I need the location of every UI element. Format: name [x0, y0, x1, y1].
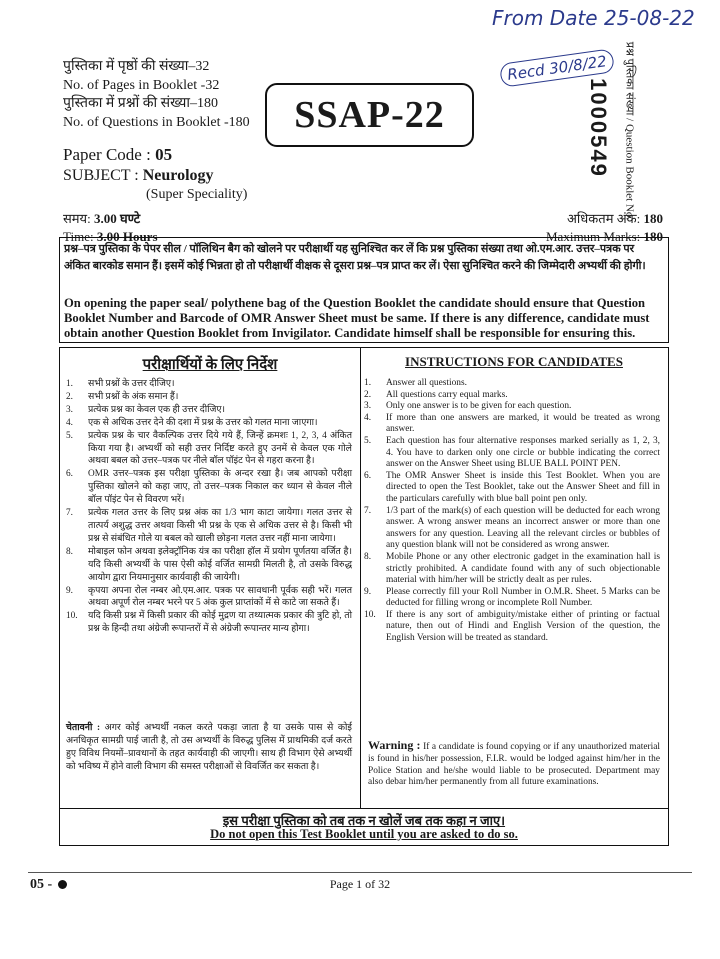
bottom-rule [60, 808, 668, 809]
instruction-item [364, 390, 660, 402]
handwritten-date-note: From Date 25-08-22 [492, 6, 695, 30]
instruction-number: 6. [364, 470, 372, 481]
instruction-number: 8. [66, 546, 73, 557]
instruction-item [364, 587, 660, 610]
instructions-box [59, 347, 669, 846]
instructions-heading-english: INSTRUCTIONS FOR CANDIDATES [405, 354, 623, 369]
instruction-number: 4. [364, 412, 372, 423]
max-marks-english: Maximum Marks: 180 [546, 229, 663, 244]
footer-rule [28, 872, 692, 873]
instruction-number: 9. [364, 586, 372, 597]
subject-subtitle: (Super Speciality) [146, 187, 248, 202]
instruction-text: OMR उत्तर–पत्रक इस परीक्षा पुस्तिका के अन्दर रखा है। जब आपको परीक्षा पुस्तिका खोलने को कहा जाए, तो उत्तर–पत्रक निकाल कर ध्यान से केवल नीले बॉल पॉइंट पेन से विवरण भरें। [88, 469, 352, 506]
instruction-text: Mobile Phone or any other electronic gadget in the examination hall is strictly prohibited. A candidate found with any of such objectionable material with him/her will be strictly dealt as per rules. [386, 551, 660, 586]
instruction-item [364, 610, 660, 645]
instruction-item [364, 436, 660, 471]
instruction-number: 3. [364, 401, 372, 412]
time-hindi: समय: 3.00 घण्टे [63, 211, 141, 226]
instruction-number: 2. [66, 391, 73, 402]
subject [63, 167, 214, 185]
max-marks-hindi: अधिकतम अंक: 180 [567, 211, 663, 226]
instruction-text: Please correctly fill your Roll Number in O.M.R. Sheet. 5 Marks can be deducted for filling wrong or incomplete Roll Number. [386, 586, 660, 609]
instruction-number: 2. [364, 389, 372, 400]
instruction-text: कृपया अपना रोल नम्बर ओ.एम.आर. पत्रक पर सावधानी पूर्वक सही भरें। गलत अथवा अपूर्ण रोल नम्बर भरने पर 5 अंक कुल प्राप्तांकों में से काटे जा सकते हैं। [88, 585, 352, 609]
paper-code [63, 145, 172, 165]
instruction-text: If there is any sort of ambiguity/mistake either of printing or factual nature, then out of Hindi and English Version of the question, the English Version will be treated as standard. [386, 609, 660, 644]
instruction-number: 9. [66, 585, 73, 596]
instruction-item [66, 430, 352, 469]
instructions-list-hindi [66, 378, 352, 636]
instruction-item [66, 404, 352, 417]
instruction-number: 5. [66, 430, 73, 441]
instruction-text: यदि किसी प्रश्न में किसी प्रकार की कोई मुद्रण या तथ्यात्मक प्रकार की त्रुटि हो, तो प्रश्न के हिन्दी तथा अंग्रेजी रूपान्तरों में से अंग्रेजी रूपान्तर मान्य होगा। [88, 611, 352, 635]
instruction-number: 10. [66, 611, 78, 622]
instructions-list-english [364, 378, 660, 645]
instruction-text: एक से अधिक उत्तर देने की दशा में प्रश्न के उत्तर को गलत माना जाएगा। [88, 417, 318, 428]
paper-code-value: 05 [155, 145, 173, 164]
instruction-text: 1/3 part of the mark(s) of each question will be deducted for each wrong answer. A wrong answer means an incorrect answer or more than one answers for any question. Leaving all the relevant circles or bubbles of any question blank will not be considered as wrong answer. [386, 505, 660, 551]
instruction-text: सभी प्रश्नों के उत्तर दीजिए। [88, 379, 175, 389]
page-number: Page 1 of 32 [329, 877, 391, 891]
time-english: Time: 3.00 Hours [63, 229, 158, 244]
instruction-item [364, 401, 660, 413]
instruction-number: 4. [66, 417, 73, 428]
subject-label: SUBJECT : [63, 167, 139, 184]
pages-english: No. of Pages in Booklet -32 [63, 77, 220, 93]
footer-code: 05 - [30, 877, 67, 893]
instruction-item [364, 413, 660, 436]
instruction-number: 5. [364, 435, 372, 446]
instruction-number: 10. [364, 609, 376, 620]
instruction-item [66, 610, 352, 636]
instruction-text: प्रत्येक प्रश्न का केवल एक ही उत्तर दीजिए। [88, 404, 226, 415]
instruction-number: 8. [364, 551, 372, 562]
instruction-item [364, 471, 660, 506]
instruction-text: The OMR Answer Sheet is inside this Test Booklet. When you are directed to open the Test Booklet, take out the Answer Sheet and fill in the particulars carefully with blue ball point pen only. [386, 470, 660, 504]
question-booklet-number-label: प्रश्न पुस्तिका संख्या / Question Booklet No. [623, 41, 636, 221]
instruction-text: प्रत्येक प्रश्न के चार वैकल्पिक उत्तर दिये गये हैं, जिन्हें क्रमशः 1, 2, 3, 4 अंकित किया गया है। अभ्यर्थी को सही उत्तर निर्दिष्ट करते हुए उनमें से केवल एक गोले अथवा बबल को उत्तर–पत्रक पर नीले बॉल पॉइंट पेन से गहरा करना है। [88, 430, 352, 467]
instruction-text: मोबाइल फोन अथवा इलेक्ट्रॉनिक यंत्र का परीक्षा हॉल में प्रयोग पूर्णतया वर्जित है। यदि किसी अभ्यर्थी के पास ऐसी कोई वर्जित सामग्री मिलती है, तो उसके विरुद्ध आयोग द्वारा नियमानुसार कार्यवाही की जायेगी। [88, 546, 352, 583]
instruction-text: प्रत्येक गलत उत्तर के लिए प्रश्न अंक का 1/3 भाग काटा जायेगा। गलत उत्तर से तात्पर्य अशुद्ध उत्तर अथवा किसी भी प्रश्न के एक से अधिक उत्तर से है। किसी भी प्रश्न से संबंधित गोले या बबल को खाली छोड़ना गलत उत्तर नहीं माना जायेगा। [88, 508, 352, 544]
instruction-number: 1. [364, 378, 372, 388]
seal-notice-hindi: प्रश्न–पत्र पुस्तिका के पेपर सील / पॉलिथिन बैग को खोलने पर परीक्षार्थी यह सुनिश्चित कर लें कि प्रश्न पुस्तिका संख्या तथा ओ.एम.आर. उत्तर–पत्रक पर अंकित बारकोड समान हैं। इसमें कोई भिन्नता हो तो परीक्षार्थी वीक्षक से दूसरा प्रश्न–पत्र प्राप्त कर लें। ऐसा सुनिश्चित करने की जिम्मेदारी अभ्यर्थी की होगी। [64, 243, 646, 272]
instruction-item [66, 468, 352, 507]
exam-title: SSAP-22 [265, 83, 474, 147]
instruction-item [66, 585, 352, 611]
handwritten-receipt-note: Recd 30/8/22 [499, 48, 615, 88]
instruction-item [66, 391, 352, 404]
do-not-open-english: Do not open this Test Booklet until you are asked to do so. [210, 827, 518, 841]
instruction-item [364, 506, 660, 552]
instruction-text: Each question has four alternative responses marked serially as 1, 2, 3, 4. You have to darken only one circle or bubble indicating the correct answer on the Answer Sheet using BLUE BALL POINT PEN. [386, 435, 660, 470]
booklet-counts [63, 58, 250, 132]
do-not-open-hindi: इस परीक्षा पुस्तिका को तब तक न खोलें जब तक कहा न जाए। [222, 813, 506, 828]
instruction-item [66, 546, 352, 585]
instruction-text: All questions carry equal marks. [386, 389, 508, 400]
seal-notice-english: On opening the paper seal/ polythene bag of the Question Booklet the candidate should ensure that Question Booklet Number and Barcode of OMR Answer Sheet must be same. If there is any difference, candidate must obtain another Question Booklet from Invigilator. Candidate himself shall be responsible for ensuring this. [64, 296, 650, 340]
instruction-number: 6. [66, 469, 73, 480]
instruction-item [364, 378, 660, 390]
pages-hindi: पुस्तिका में पृष्ठों की संख्या–32 [63, 59, 210, 74]
questions-hindi: पुस्तिका में प्रश्नों की संख्या–180 [63, 96, 219, 111]
seal-notice-box [59, 237, 669, 343]
column-divider [360, 348, 361, 808]
questions-english: No. of Questions in Booklet -180 [63, 114, 250, 130]
paper-code-label: Paper Code : [63, 145, 151, 164]
instruction-item [66, 378, 352, 391]
instruction-item [66, 507, 352, 546]
serial-number: 1000549 [586, 78, 611, 178]
instruction-number: 3. [66, 404, 73, 415]
warning-english: Warning : If a candidate is found copying or if any unauthorized material is found in his/her possession, F.I.R. would be lodged against him/her in the Police Station and he/she would liable to be prosecuted. Department may also debar him/her permanently from all future examinations. [368, 738, 661, 788]
instruction-number: 7. [66, 508, 73, 519]
instruction-text: सभी प्रश्नों के अंक समान हैं। [88, 391, 179, 402]
instruction-number: 1. [66, 379, 73, 389]
instruction-text: Only one answer is to be given for each question. [386, 401, 572, 412]
instruction-number: 7. [364, 505, 372, 516]
instructions-heading-hindi: परीक्षार्थियों के लिए निर्देश [142, 357, 278, 373]
instruction-item [364, 552, 660, 587]
instruction-text: Answer all questions. [386, 378, 467, 388]
instruction-text: If more than one answers are marked, it would be treated as wrong answer. [386, 412, 660, 435]
subject-value: Neurology [142, 167, 214, 184]
warning-hindi: चेतावनी : अगर कोई अभ्यर्थी नकल करते पकड़ा जाता है या उसके पास से कोई अनधिकृत सामग्री पाई जाती है, तो उस अभ्यर्थी के विरुद्ध पुलिस में प्राथमिकी दर्ज करते हुए विविध नियमों–प्रावधानों के तहत कार्यवाही की जाएगी। साथ ही विभाग ऐसे अभ्यर्थी को भविष्य में होने वाली विभाग की समस्त परीक्षाओं से विवर्जित कर सकता है। [66, 723, 352, 772]
instruction-item [66, 417, 352, 430]
